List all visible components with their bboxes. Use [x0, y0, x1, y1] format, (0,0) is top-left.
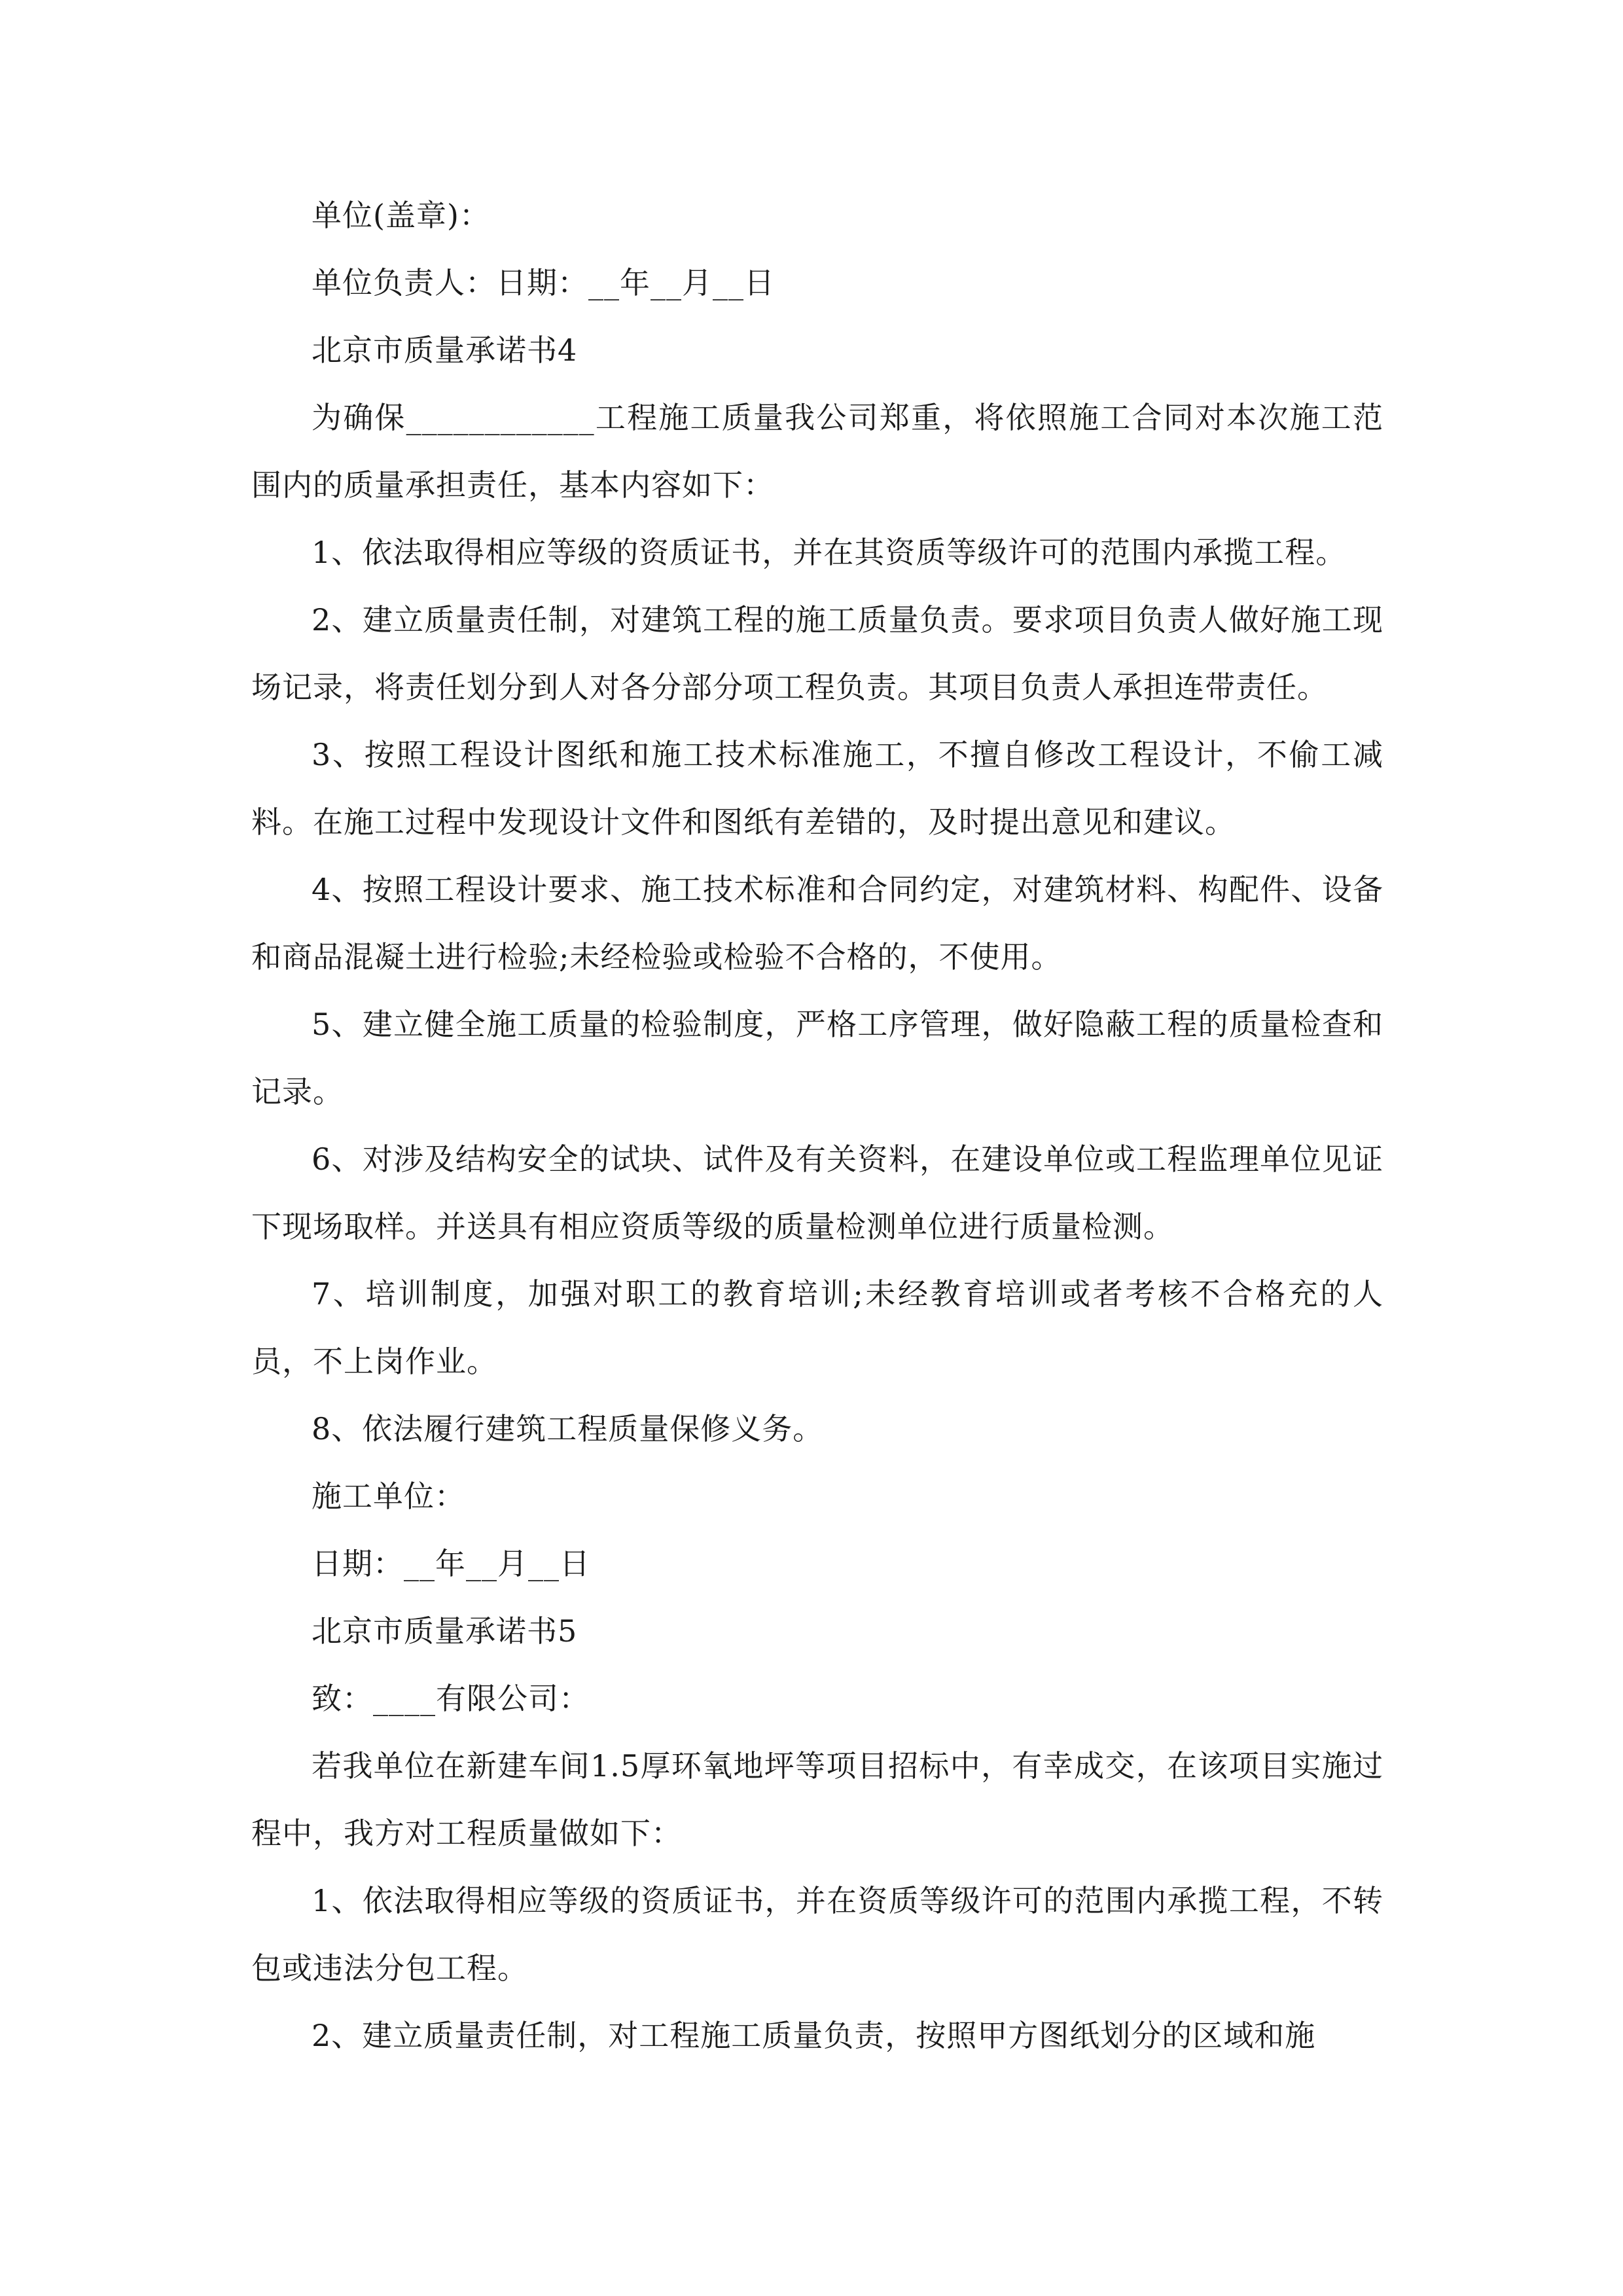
clause-5-2: 2、建立质量责任制，对工程施工质量负责，按照甲方图纸划分的区域和施 [312, 2018, 1316, 2053]
section-title-4: 北京市质量承诺书4 [312, 332, 578, 368]
clause-5-1: 1、依法取得相应等级的资质证书，并在资质等级许可的范围内承揽工程，不转包或违法分包工程。 [251, 1883, 1383, 1986]
construction-unit-line: 施工单位： [312, 1479, 465, 1514]
intro-paragraph-5: 若我单位在新建车间1.5厚环氧地坪等项目招标中，有幸成交，在该项目实施过程中，我方对工程质量做如下： [251, 1748, 1383, 1851]
clause-1: 1、依法取得相应等级的资质证书，并在其资质等级许可的范围内承揽工程。 [312, 535, 1347, 570]
clause-5: 5、建立健全施工质量的检验制度，严格工序管理，做好隐蔽工程的质量检查和记录。 [251, 1007, 1383, 1109]
addressee-line: 致：____有限公司： [312, 1681, 590, 1716]
clause-6: 6、对涉及结构安全的试块、试件及有关资料，在建设单位或工程监理单位见证下现场取样。并送具有相应资质等级的质量检测单位进行质量检测。 [251, 1141, 1383, 1244]
clause-8: 8、依法履行建筑工程质量保修义务。 [312, 1411, 824, 1446]
clause-3: 3、按照工程设计图纸和施工技术标准施工，不擅自修改工程设计，不偷工减料。在施工过程中发现设计文件和图纸有差错的，及时提出意见和建议。 [251, 737, 1383, 840]
clause-7: 7、培训制度，加强对职工的教育培训;未经教育培训或者考核不合格充的人员，不上岗作业。 [251, 1276, 1383, 1379]
clause-2: 2、建立质量责任制，对建筑工程的施工质量负责。要求项目负责人做好施工现场记录，将责任划分到人对各分部分项工程负责。其项目负责人承担连带责任。 [251, 602, 1383, 705]
date-line: 日期：__年__月__日 [312, 1546, 590, 1581]
unit-seal-line: 单位(盖章)： [312, 198, 490, 233]
section-title-5: 北京市质量承诺书5 [312, 1613, 578, 1649]
clause-4: 4、按照工程设计要求、施工技术标准和合同约定，对建筑材料、构配件、设备和商品混凝土进行检验;未经检验或检验不合格的，不使用。 [251, 872, 1383, 975]
unit-head-date-line: 单位负责人：日期：__年__月__日 [312, 265, 775, 300]
document-body [251, 182, 1383, 2070]
intro-paragraph-4: 为确保____________工程施工质量我公司郑重，将依照施工合同对本次施工范围内的质量承担责任，基本内容如下： [251, 400, 1383, 503]
